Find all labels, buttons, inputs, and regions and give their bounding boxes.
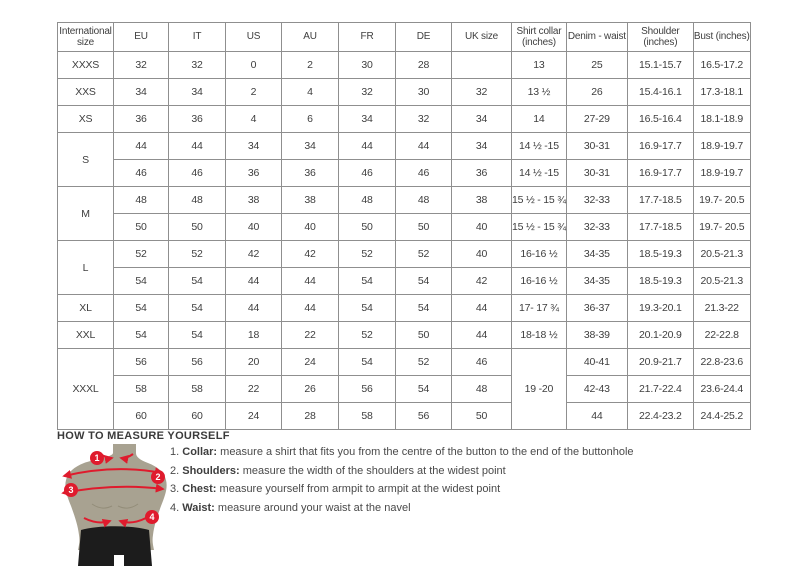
col-header-eu: EU [114,23,169,52]
table-cell: 6 [282,106,339,133]
table-cell: 36 [452,160,512,187]
table-cell: 32 [169,52,226,79]
step-marker-1 [90,451,104,465]
table-cell: 48 [114,187,169,214]
table-row [58,133,751,160]
size-label-l: L [58,241,114,295]
table-cell: 56 [396,403,452,430]
col-header-bust: Bust (inches) [693,23,750,52]
step-label: Shoulders: [182,464,240,477]
table-cell: 22-22.8 [693,322,750,349]
table-row [58,403,751,430]
table-cell: 54 [339,268,396,295]
table-cell: 54 [396,295,452,322]
table-cell: 16-16 ½ [512,241,567,268]
table-cell: 48 [339,187,396,214]
table-cell: 34 [169,79,226,106]
table-cell: 19.7- 20.5 [693,187,750,214]
table-cell: 54 [169,268,226,295]
table-cell: 34 [452,106,512,133]
table-cell: 15 ½ - 15 ¾ [512,187,567,214]
table-cell: 44 [226,295,282,322]
table-cell: 32 [339,79,396,106]
table-cell: 30 [339,52,396,79]
table-row [58,52,751,79]
table-cell: 36 [282,160,339,187]
table-row [58,241,751,268]
table-cell: 23.6-24.4 [693,376,750,403]
table-cell: 50 [452,403,512,430]
mannequin-shorts [78,526,152,566]
measurement-figure [56,444,174,566]
table-cell: 20.9-21.7 [627,349,693,376]
table-cell: 38-39 [566,322,627,349]
table-row [58,106,751,133]
table-cell: 24 [226,403,282,430]
table-cell: 54 [396,268,452,295]
table-cell: 26 [282,376,339,403]
step-text: measure yourself from armpit to armpit at the widest point [216,483,501,495]
svg-text:1: 1 [94,453,100,464]
table-cell: 16.5-17.2 [693,52,750,79]
table-cell: 27-29 [566,106,627,133]
table-cell: 46 [452,349,512,376]
table-cell: 21.3-22 [693,295,750,322]
size-label-xxxl: XXXL [58,349,114,430]
table-row [58,349,751,376]
table-cell: 16.9-17.7 [627,160,693,187]
table-cell: 50 [339,214,396,241]
size-label-xxxs: XXXS [58,52,114,79]
table-cell: 52 [169,241,226,268]
table-cell: 50 [114,214,169,241]
table-cell: 30-31 [566,160,627,187]
col-header-fr: FR [339,23,396,52]
table-cell: 38 [452,187,512,214]
size-label-m: M [58,187,114,241]
size-label-xxs: XXS [58,79,114,106]
svg-text:4: 4 [149,512,155,523]
table-cell: 2 [226,79,282,106]
table-cell: 42-43 [566,376,627,403]
table-cell: 32-33 [566,187,627,214]
table-cell: 26 [566,79,627,106]
table-cell: 36-37 [566,295,627,322]
step-number: 4. [170,501,180,514]
guide-step-collar [170,446,634,465]
guide-title: HOW TO MEASURE YOURSELF [57,430,230,442]
table-cell: 56 [339,376,396,403]
table-cell: 24.4-25.2 [693,403,750,430]
table-cell: 28 [396,52,452,79]
table-row [58,376,751,403]
table-cell: 22.8-23.6 [693,349,750,376]
table-cell: 44 [452,322,512,349]
table-cell: 44 [282,268,339,295]
col-header-de: DE [396,23,452,52]
table-cell: 18.9-19.7 [693,133,750,160]
table-cell: 17- 17 ¾ [512,295,567,322]
table-cell: 32 [396,106,452,133]
table-cell: 22 [226,376,282,403]
table-cell: 42 [282,241,339,268]
table-cell: 22 [282,322,339,349]
table-cell: 13 ½ [512,79,567,106]
step-marker-2 [151,470,165,484]
size-label-xs: XS [58,106,114,133]
table-cell: 48 [396,187,452,214]
table-cell: 52 [339,241,396,268]
table-cell: 54 [339,349,396,376]
table-cell: 36 [169,106,226,133]
table-cell: 44 [452,295,512,322]
table-cell: 32-33 [566,214,627,241]
table-cell: 16.5-16.4 [627,106,693,133]
table-cell: 44 [282,295,339,322]
table-cell: 36 [114,106,169,133]
table-cell: 40 [282,214,339,241]
table-cell: 30 [396,79,452,106]
table-cell: 60 [169,403,226,430]
size-label-s: S [58,133,114,187]
table-cell: 17.3-18.1 [693,79,750,106]
table-cell: 34 [452,133,512,160]
table-cell: 34 [339,106,396,133]
table-cell: 54 [114,295,169,322]
table-cell: 22.4-23.2 [627,403,693,430]
table-cell: 18 [226,322,282,349]
table-cell: 32 [452,79,512,106]
table-cell: 44 [169,133,226,160]
table-cell: 54 [169,295,226,322]
table-cell: 42 [452,268,512,295]
table-cell: 44 [339,133,396,160]
table-cell: 34-35 [566,268,627,295]
table-row [58,322,751,349]
table-row [58,160,751,187]
step-marker-4 [145,510,159,524]
cell-collar-merged: 19 -20 [512,349,567,430]
col-header-shoulder: Shoulder (inches) [627,23,693,52]
col-header-denim-waist: Denim - waist [566,23,627,52]
col-header-international-size: International size [58,23,114,52]
table-cell: 18.5-19.3 [627,241,693,268]
size-chart-body [58,52,751,430]
table-row [58,295,751,322]
table-cell: 14 ½ -15 [512,133,567,160]
table-cell: 24 [282,349,339,376]
table-cell: 58 [339,403,396,430]
table-cell: 38 [226,187,282,214]
table-cell: 48 [169,187,226,214]
table-cell: 15.4-16.1 [627,79,693,106]
table-cell: 34 [282,133,339,160]
step-number: 2. [170,464,180,477]
table-row [58,187,751,214]
table-cell: 48 [452,376,512,403]
svg-text:2: 2 [155,472,161,483]
size-chart-table [57,22,751,430]
header-row [58,23,751,52]
table-cell: 50 [169,214,226,241]
table-cell: 44 [566,403,627,430]
table-cell: 58 [114,376,169,403]
table-cell: 25 [566,52,627,79]
table-cell: 40 [226,214,282,241]
table-cell: 56 [114,349,169,376]
col-header-us: US [226,23,282,52]
step-text: measure a shirt that fits you from the centre of the button to the end of the buttonhole [217,446,634,458]
table-cell: 34-35 [566,241,627,268]
table-cell: 52 [396,241,452,268]
table-cell: 56 [169,349,226,376]
table-cell: 14 ½ -15 [512,160,567,187]
table-cell: 21.7-22.4 [627,376,693,403]
step-text: measure the width of the shoulders at the widest point [239,464,506,477]
table-cell: 34 [226,133,282,160]
table-cell: 18.9-19.7 [693,160,750,187]
table-cell: 60 [114,403,169,430]
table-cell: 32 [114,52,169,79]
table-cell: 15 ½ - 15 ¾ [512,214,567,241]
table-cell: 14 [512,106,567,133]
table-cell: 54 [169,322,226,349]
table-cell: 54 [396,376,452,403]
table-cell: 44 [396,133,452,160]
table-cell: 20.5-21.3 [693,268,750,295]
guide-steps [170,446,634,520]
table-cell: 54 [339,295,396,322]
table-cell: 4 [282,79,339,106]
table-cell: 18.1-18.9 [693,106,750,133]
table-cell: 16.9-17.7 [627,133,693,160]
table-cell: 46 [114,160,169,187]
col-header-uk-size: UK size [452,23,512,52]
svg-text:3: 3 [68,485,74,496]
table-cell: 54 [114,268,169,295]
table-cell: 13 [512,52,567,79]
col-header-it: IT [169,23,226,52]
table-cell: 46 [169,160,226,187]
table-cell: 40-41 [566,349,627,376]
table-cell: 30-31 [566,133,627,160]
table-cell: 50 [396,322,452,349]
table-cell: 36 [226,160,282,187]
table-cell: 18.5-19.3 [627,268,693,295]
table-cell: 2 [282,52,339,79]
table-cell: 28 [282,403,339,430]
table-cell: 0 [226,52,282,79]
col-header-au: AU [282,23,339,52]
table-cell: 40 [452,214,512,241]
table-cell: 54 [114,322,169,349]
step-number: 3. [170,483,180,495]
step-text: measure around your waist at the navel [214,501,411,514]
table-cell: 46 [339,160,396,187]
step-label: Waist: [182,501,215,514]
col-header-shirt-collar: Shirt collar (inches) [512,23,567,52]
guide-step-chest [170,483,634,502]
table-cell: 20.1-20.9 [627,322,693,349]
step-marker-3 [64,483,78,497]
table-row [58,79,751,106]
table-cell: 19.3-20.1 [627,295,693,322]
table-cell: 52 [339,322,396,349]
table-cell: 42 [226,241,282,268]
table-cell: 34 [114,79,169,106]
table-cell: 40 [452,241,512,268]
step-label: Collar: [182,446,218,458]
step-number: 1. [170,446,180,458]
table-row [58,214,751,241]
table-cell: 44 [226,268,282,295]
table-cell: 20 [226,349,282,376]
table-cell: 46 [396,160,452,187]
table-cell: 58 [169,376,226,403]
size-label-xl: XL [58,295,114,322]
table-cell: 52 [114,241,169,268]
table-cell: 18-18 ½ [512,322,567,349]
table-cell: 50 [396,214,452,241]
table-cell: 4 [226,106,282,133]
table-cell: 19.7- 20.5 [693,214,750,241]
size-label-xxl: XXL [58,322,114,349]
table-cell: 52 [396,349,452,376]
table-cell: 16-16 ½ [512,268,567,295]
table-cell: 20.5-21.3 [693,241,750,268]
step-label: Chest: [182,483,217,495]
table-cell: 17.7-18.5 [627,214,693,241]
table-cell [452,52,512,79]
table-cell: 38 [282,187,339,214]
guide-step-waist [170,502,634,521]
table-cell: 17.7-18.5 [627,187,693,214]
table-row [58,268,751,295]
table-cell: 15.1-15.7 [627,52,693,79]
guide-step-shoulders [170,465,634,484]
table-cell: 44 [114,133,169,160]
